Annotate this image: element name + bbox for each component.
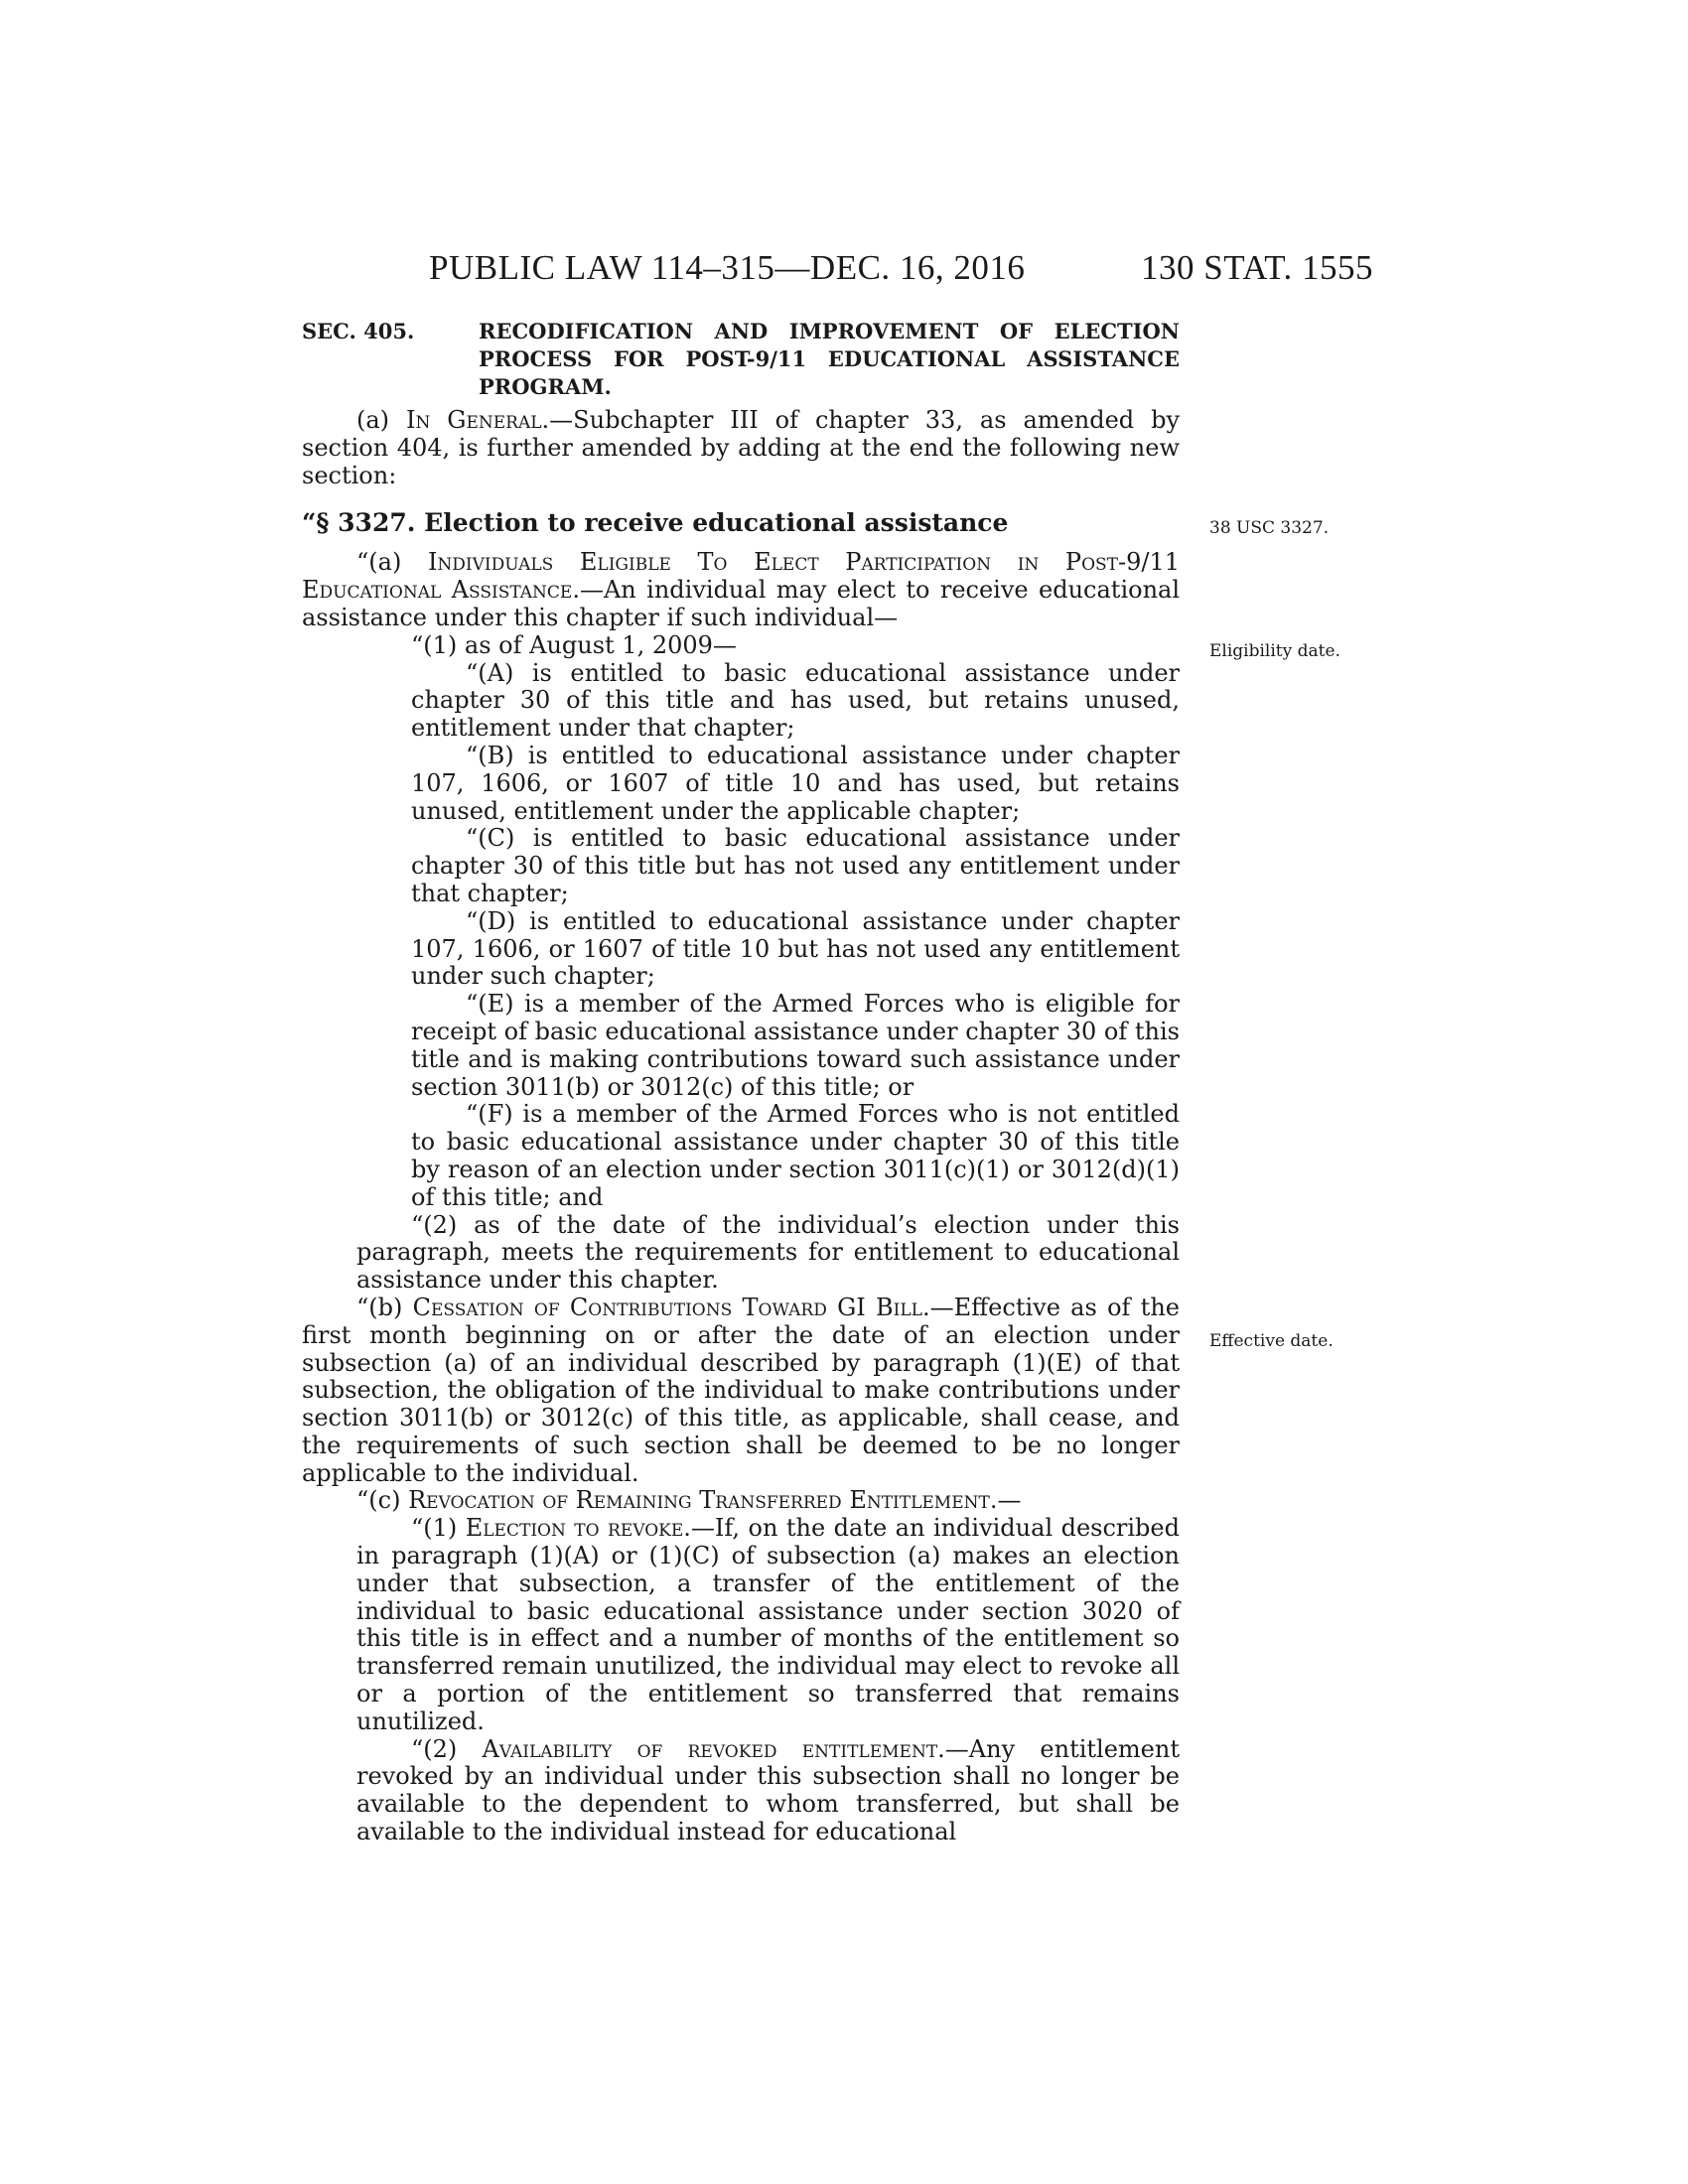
section-title: RECODIFICATION AND IMPROVEMENT OF ELECTION PROCESS FOR POST-9/11 EDUCATIONAL ASSISTANCE PROGRAM. xyxy=(479,319,1180,399)
new-section-heading: “§ 3327. Election to receive educational assistance xyxy=(302,508,1009,538)
subparagraph-f: “(F) is a member of the Armed Forces who is not entitled to basic educational assistance under chapter 30 of this title by reason of an election under section 3011(c)(1) or 3012(d)(1) of this title; and xyxy=(411,1100,1180,1211)
header-public-law: PUBLIC LAW 114–315—DEC. 16, 2016 xyxy=(429,248,1026,287)
caption: Individuals Eligible To Elect Participation in Post-9/11 Educational Assistance xyxy=(302,548,1181,605)
caption: Cessation of Contributions Toward GI Bill xyxy=(412,1293,922,1321)
label: “(b) xyxy=(356,1293,413,1321)
subparagraph-d: “(D) is entitled to educational assistance under chapter 107, 1606, or 1607 of title 10 but has not used any entitlement under such chapter; xyxy=(411,906,1180,991)
subparagraph-e: “(E) is a member of the Armed Forces who is eligible for receipt of basic educational assistance under chapter 30 of this title and is making contributions toward such assistance under section 3011(b) or 3012(c) of this title; or xyxy=(411,990,1180,1101)
margin-note-eligibility-date: Eligibility date. xyxy=(1209,641,1340,661)
caption: In General xyxy=(406,406,542,434)
paragraph-2: “(2) as of the date of the individual’s election under this paragraph, meets the requirements for entitlement to educational assistance under this chapter. xyxy=(356,1210,1180,1295)
new-subsection-a xyxy=(302,549,1180,631)
subsection-c-paragraph-1 xyxy=(302,1515,1180,1735)
label: “(c) xyxy=(356,1486,409,1515)
new-subsection-c xyxy=(302,1487,1180,1515)
text: .—Effective as of the first month beginning on or after the date of an election under subsection (a) of an individual described by paragraph (1)(E) of that subsection, the obligation of the individual to make contributions under section 3011(b) or 3012(c) of this title, as applicable, shall cease, and the requirements of such section shall be deemed to be no longer applicable to the individual. xyxy=(302,1293,1180,1487)
section-number: SEC. 405. xyxy=(302,319,415,343)
label: (a) xyxy=(356,406,406,434)
caption: Revocation of Remaining Transferred Entitlement xyxy=(408,1486,990,1515)
caption: Availability of revoked entitlement xyxy=(482,1734,938,1763)
text: .—Subchapter III of chapter 33, as amended by section 404, is further amended by adding at the end the following new section: xyxy=(302,406,1181,489)
caption: Election to revoke xyxy=(465,1514,684,1543)
header-stat-page: 130 STAT. 1555 xyxy=(1141,248,1373,287)
text: .—Any entitlement revoked by an individual under this subsection shall no longer be available to the dependent to whom transferred, but shall be available to the individual instead for educational xyxy=(356,1734,1180,1846)
body-text xyxy=(302,407,1180,1846)
section-heading xyxy=(302,318,1180,401)
subparagraph-c: “(C) is entitled to basic educational assistance under chapter 30 of this title but has not used any entitlement under that chapter; xyxy=(411,824,1180,907)
label: “(a) xyxy=(356,548,428,577)
text: .—If, on the date an individual described in paragraph (1)(A) or (1)(C) of subsection (a) makes an election under that subsection, a transfer of the entitlement of the individual to basic educational assistance under section 3020 of this title is in effect and a number of months of the entitlement so transferred remain unutilized, the individual may elect to revoke all or a portion of the entitlement so transferred that remains unutilized. xyxy=(356,1514,1180,1735)
label: “(1) xyxy=(411,1514,466,1543)
paragraph-1: “(1) as of August 1, 2009— xyxy=(411,630,737,659)
label: “(2) xyxy=(411,1734,483,1763)
subsection-a-in-general xyxy=(302,407,1180,489)
margin-note-usc: 38 USC 3327. xyxy=(1209,518,1330,538)
text: .— xyxy=(989,1486,1022,1515)
subsection-c-paragraph-2 xyxy=(302,1736,1180,1846)
subparagraph-b: “(B) is entitled to educational assistance under chapter 107, 1606, or 1607 of title 10 and has used, but retains unused, entitlement under the applicable chapter; xyxy=(411,741,1180,825)
new-subsection-b xyxy=(302,1295,1180,1488)
running-header xyxy=(429,248,1373,288)
text: .—An individual may elect to receive educational assistance under this chapter if such individual— xyxy=(302,576,1181,631)
subparagraph-a: “(A) is entitled to basic educational assistance under chapter 30 of this title and has used, but retains unused, entitlement under that chapter; xyxy=(411,658,1180,743)
margin-note-effective-date: Effective date. xyxy=(1209,1331,1334,1351)
